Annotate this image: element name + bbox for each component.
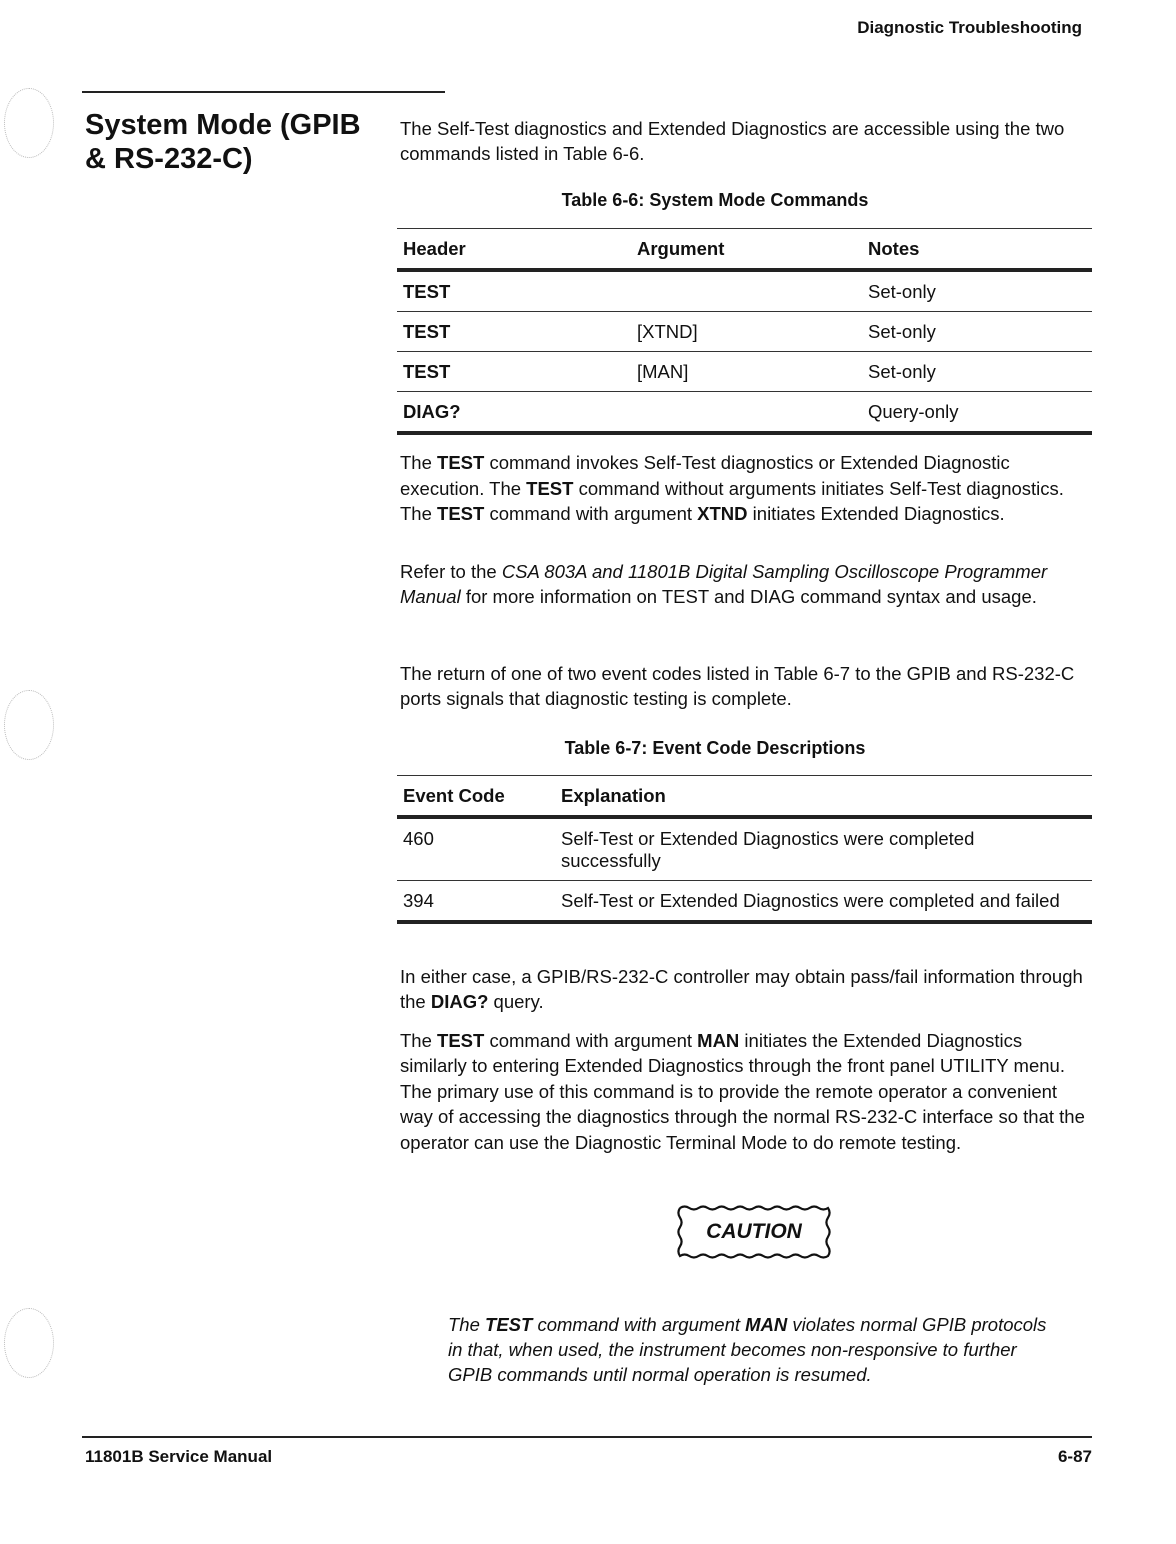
caution-text bbox=[448, 1312, 1048, 1387]
paragraph-event-codes bbox=[400, 661, 1090, 712]
text-run: In either case, a GPIB/RS-232-C controller may obtain pass/fail information through the bbox=[400, 965, 1083, 1012]
text-run: Refer to the bbox=[400, 560, 502, 582]
paragraph-refer bbox=[400, 559, 1090, 610]
table-row bbox=[397, 881, 1092, 923]
text-run: TEST bbox=[485, 1313, 533, 1335]
cell-event-code: 460 bbox=[403, 828, 434, 849]
cell-notes: Set-only bbox=[868, 321, 936, 342]
section-title: System Mode (GPIB & RS-232-C) bbox=[85, 109, 361, 175]
text-run: violates normal GPIB protocols in that, when used, the instrument becomes non-responsive to further GPIB commands until normal operation is resumed. bbox=[448, 1313, 1047, 1385]
text-run: The bbox=[448, 1313, 486, 1335]
footer-rule bbox=[82, 1436, 1092, 1438]
column-header: Argument bbox=[637, 238, 725, 259]
text-run: command invokes Self-Test diagnostics or Extended Diagnostic execution. The bbox=[400, 452, 1010, 499]
column-header: Notes bbox=[868, 238, 920, 259]
text-run: initiates the Extended Diagnostics similarly to entering Extended Diagnostics through the front panel UTILITY menu. The primary use of this command is to provide the remote operator a convenient way of accessing the diagnostics through the normal RS-232-C interface so that the operator can use the Diagnostic Terminal Mode to do remote testing. bbox=[400, 1029, 1085, 1153]
cell-header: DIAG? bbox=[403, 401, 461, 422]
text-run: DIAG? bbox=[430, 991, 489, 1012]
table-row bbox=[397, 392, 1092, 434]
cell-argument: [MAN] bbox=[637, 361, 689, 382]
text-run: command with argument bbox=[484, 503, 698, 524]
running-header: Diagnostic Troubleshooting bbox=[857, 18, 1082, 37]
punch-hole bbox=[4, 88, 54, 158]
punch-hole bbox=[4, 690, 54, 760]
text-run: MAN bbox=[697, 1029, 740, 1051]
paragraph-test-command bbox=[400, 450, 1090, 527]
text-run: TEST bbox=[437, 1029, 485, 1051]
cell-argument bbox=[631, 270, 862, 312]
text-run: MAN bbox=[745, 1313, 788, 1335]
text-run: TEST bbox=[437, 452, 485, 473]
cell-argument bbox=[631, 392, 862, 434]
section-rule bbox=[82, 91, 445, 93]
table-row bbox=[397, 817, 1092, 881]
text-run: XTND bbox=[697, 503, 748, 524]
paragraph-diag-query bbox=[400, 964, 1090, 1015]
cell-explanation: Self-Test or Extended Diagnostics were completed successfully bbox=[561, 828, 975, 871]
text-run: The bbox=[400, 452, 438, 473]
text-run: command with argument bbox=[532, 1313, 746, 1335]
cell-notes: Query-only bbox=[868, 401, 959, 422]
cell-header: TEST bbox=[403, 361, 451, 382]
text-run: The Self-Test diagnostics and Extended Diagnostics are accessible using the two commands listed in Table 6-6. bbox=[400, 117, 1065, 164]
column-header: Header bbox=[403, 238, 466, 259]
cell-event-code: 394 bbox=[403, 890, 434, 911]
text-run: command with argument bbox=[484, 1029, 698, 1051]
text-run: query. bbox=[488, 991, 544, 1012]
text-run: TEST bbox=[437, 503, 485, 524]
cell-argument: [XTND] bbox=[637, 321, 698, 342]
text-run: for more information on TEST and DIAG command syntax and usage. bbox=[460, 586, 1037, 607]
punch-hole bbox=[4, 1308, 54, 1378]
cell-notes: Set-only bbox=[868, 361, 936, 382]
caution-label: CAUTION bbox=[706, 1220, 802, 1243]
cell-header: TEST bbox=[403, 321, 451, 342]
table-6-7-caption: Table 6-7: Event Code Descriptions bbox=[564, 738, 866, 758]
text-run: command without arguments initiates Self-Test diagnostics. The bbox=[400, 477, 1064, 524]
cell-notes: Set-only bbox=[868, 281, 936, 302]
cell-explanation: Self-Test or Extended Diagnostics were completed and failed bbox=[561, 890, 1060, 911]
text-run: TEST bbox=[526, 477, 574, 499]
footer-manual-title: 11801B Service Manual bbox=[85, 1447, 273, 1466]
table-row bbox=[397, 312, 1092, 352]
intro-paragraph bbox=[400, 116, 1090, 167]
table-header-row bbox=[397, 776, 1092, 818]
table-6-6-caption: Table 6-6: System Mode Commands bbox=[561, 190, 869, 210]
paragraph-man-argument bbox=[400, 1028, 1090, 1156]
footer-page-number: 6-87 bbox=[1057, 1447, 1092, 1466]
table-header-row bbox=[397, 229, 1092, 271]
table-row bbox=[397, 352, 1092, 392]
system-mode-commands-table bbox=[397, 228, 1092, 435]
column-header: Event Code bbox=[403, 785, 505, 806]
text-run: CSA 803A and 11801B Digital Sampling Oscilloscope Programmer Manual bbox=[400, 560, 1048, 607]
text-run: initiates Extended Diagnostics. bbox=[747, 503, 1005, 524]
event-code-table bbox=[397, 775, 1092, 924]
table-row bbox=[397, 270, 1092, 312]
cell-header: TEST bbox=[403, 281, 451, 302]
caution-box bbox=[675, 1203, 833, 1261]
text-run: The bbox=[400, 1029, 438, 1051]
column-header: Explanation bbox=[561, 785, 666, 806]
text-run: The return of one of two event codes listed in Table 6-7 to the GPIB and RS-232-C ports signals that diagnostic testing is complete. bbox=[400, 662, 1075, 709]
